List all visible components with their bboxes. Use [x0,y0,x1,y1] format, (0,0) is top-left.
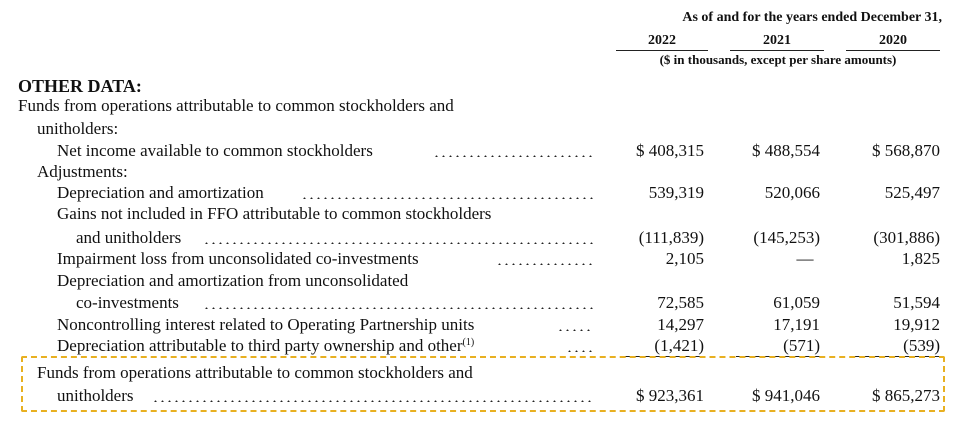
section-title: OTHER DATA: [18,76,142,96]
depreciation-2022: 539,319 [648,183,704,202]
leader-dots-noncontrolling [0,315,600,335]
net-income-2021: $ 488,554 [752,141,820,160]
leader-dots-net-income [0,141,600,161]
noncontrolling-label: Noncontrolling interest related to Operating Partnership units [57,315,475,334]
noncontrolling-2022: 14,297 [657,315,704,334]
total-2022: $ 923,361 [636,386,704,405]
ffo-heading-line2: unitholders: [37,119,119,138]
units-note: ($ in thousands, except per share amounts) [659,52,897,67]
noncontrolling-2020: 19,912 [893,315,940,334]
impairment-2022: 2,105 [665,249,704,268]
dep-unconsol-2022: 72,585 [657,293,704,312]
dep-unconsol-2021: 61,059 [773,293,820,312]
leader-dots-depreciation [0,183,600,203]
gains-label-line1: Gains not included in FFO attributable to common stockholders [57,204,492,223]
third-party-2020: (539) [852,336,940,357]
leader-dots-total [0,386,600,406]
gains-label: and unitholders [76,228,182,247]
depreciation-2021: 520,066 [764,183,820,202]
third-party-2022: (1,421) [622,336,704,357]
net-income-2020: $ 568,870 [872,141,940,160]
footnote-marker: (1) [462,337,475,348]
total-label: unitholders [57,386,134,405]
third-party-label-text: Depreciation attributable to third party ownership and other [57,336,463,355]
ffo-heading-line1: Funds from operations attributable to common stockholders and [18,96,454,115]
adjustments-label: Adjustments: [37,162,128,181]
net-income-2022: $ 408,315 [636,141,704,160]
dep-unconsol-label-line1: Depreciation and amortization from unconsolidated [57,271,409,290]
gains-2022: (111,839) [638,228,704,247]
depreciation-2020: 525,497 [884,183,940,202]
year-header-2020: 2020 [846,33,940,51]
dep-unconsol-2020: 51,594 [893,293,940,312]
depreciation-label: Depreciation and amortization [57,183,264,202]
year-header-2022: 2022 [616,33,708,51]
total-2020: $ 865,273 [872,386,940,405]
leader-dots-dep-unconsol [0,293,600,313]
leader-dots-gains [0,228,600,248]
third-party-2021: (571) [736,336,820,357]
net-income-label: Net income available to common stockholders [57,141,373,160]
gains-2020: (301,886) [873,228,940,247]
impairment-label: Impairment loss from unconsolidated co-investments [57,249,419,268]
leader-dots-impairment [0,249,600,269]
year-header-2021: 2021 [730,33,824,51]
dep-unconsol-label: co-investments [76,293,179,312]
noncontrolling-2021: 17,191 [773,315,820,334]
total-2021: $ 941,046 [752,386,820,405]
gains-2021: (145,253) [753,228,820,247]
leader-dots-third-party [0,336,600,356]
impairment-2020: 1,825 [901,249,940,268]
period-title: As of and for the years ended December 31, [682,10,942,25]
total-label-line1: Funds from operations attributable to common stockholders and [37,363,473,382]
impairment-2021: — [796,249,814,268]
